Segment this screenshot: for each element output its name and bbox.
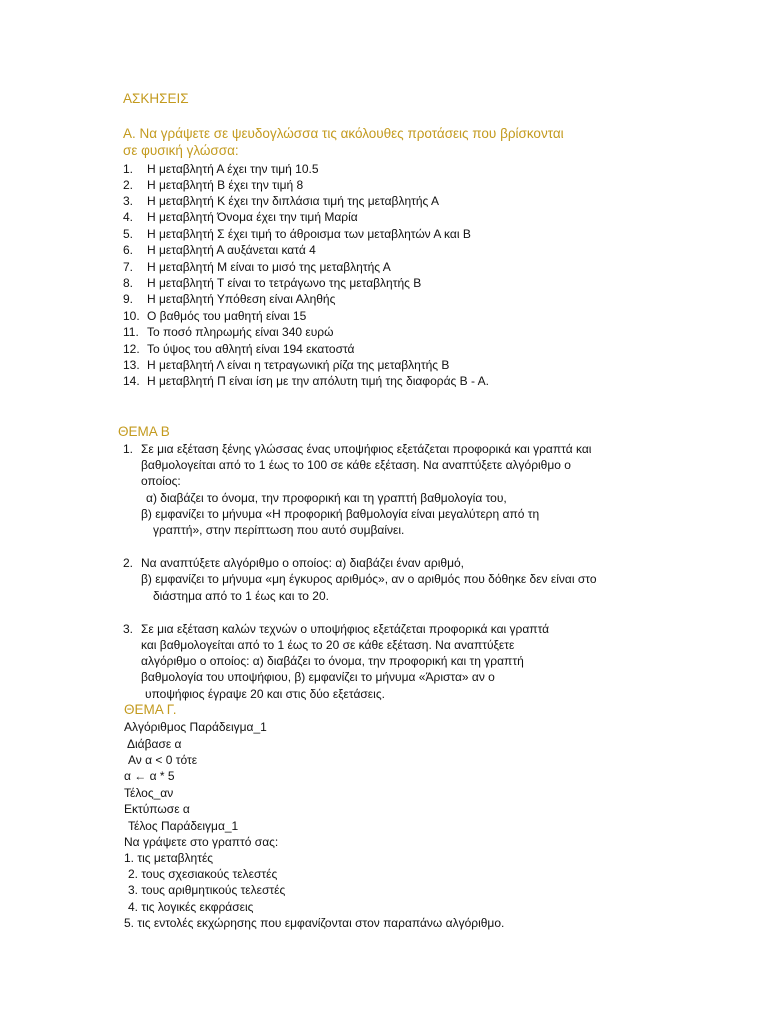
list-item xyxy=(123,373,489,389)
section-b-heading: ΘΕΜΑ Β xyxy=(118,424,170,439)
item-text: Η μεταβλητή Α αυξάνεται κατά 4 xyxy=(147,243,316,257)
item-number: 1. xyxy=(123,162,134,176)
item-number: 4. xyxy=(123,210,134,224)
item-number: 7. xyxy=(123,260,134,274)
task-item: 4. τις λογικές εκφράσεις xyxy=(128,900,254,914)
item-text: Η μεταβλητή Μ είναι το μισό της μεταβλητής Α xyxy=(147,260,391,274)
item-text: Η μεταβλητή Σ έχει τιμή το άθροισμα των μεταβλητών Α και Β xyxy=(147,227,471,241)
code-line: Διάβασε α xyxy=(127,737,182,751)
list-item xyxy=(123,275,421,291)
question-line: διάστημα από το 1 έως και το 20. xyxy=(153,589,329,603)
question-number: 3. xyxy=(123,622,134,636)
item-number: 5. xyxy=(123,227,134,241)
item-text: Η μεταβλητή Π είναι ίση με την απόλυτη τιμή της διαφοράς Β - Α. xyxy=(147,374,489,388)
item-number: 10. xyxy=(123,309,140,323)
task-item: 1. τις μεταβλητές xyxy=(124,851,214,865)
item-number: 8. xyxy=(123,276,134,290)
item-text: Η μεταβλητή Υπόθεση είναι Αληθής xyxy=(147,292,336,306)
list-item xyxy=(123,209,358,225)
item-text: Το ποσό πληρωμής είναι 340 ευρώ xyxy=(147,325,334,339)
item-number: 13. xyxy=(123,358,140,372)
question-line: Σε μια εξέταση ξένης γλώσσας ένας υποψήφιος εξετάζεται προφορικά και γραπτά και xyxy=(141,442,592,456)
code-line: α ← α * 5 xyxy=(124,769,175,783)
list-item xyxy=(123,324,334,340)
question-line: Σε μια εξέταση καλών τεχνών ο υποψήφιος εξετάζεται προφορικά και γραπτά xyxy=(141,622,550,636)
item-text: Το ύψος του αθλητή είναι 194 εκατοστά xyxy=(147,342,355,356)
item-text: Η μεταβλητή Λ είναι η τετραγωνική ρίζα της μεταβλητής Β xyxy=(147,358,450,372)
item-number: 9. xyxy=(123,292,134,306)
code-line: Αν α < 0 τότε xyxy=(128,753,198,767)
question-line: Να αναπτύξετε αλγόριθμο ο οποίος: α) διαβάζει έναν αριθμό, xyxy=(141,556,465,570)
item-text: Η μεταβλητή Κ έχει την διπλάσια τιμή της μεταβλητής Α xyxy=(147,194,439,208)
page-title: ΑΣΚΗΣΕΙΣ xyxy=(123,91,189,106)
list-item xyxy=(123,193,439,209)
question-number: 2. xyxy=(123,556,134,570)
question-line: α) διαβάζει το όνομα, την προφορική και τη γραπτή βαθμολογία του, xyxy=(146,491,507,505)
list-item xyxy=(123,242,316,258)
question-line: γραπτή», στην περίπτωση που αυτό συμβαίνει. xyxy=(153,523,405,537)
list-item xyxy=(123,226,471,242)
item-number: 3. xyxy=(123,194,134,208)
list-item xyxy=(123,161,319,177)
item-text: Η μεταβλητή Τ είναι το τετράγωνο της μεταβλητής Β xyxy=(147,276,422,290)
question-line: β) εμφανίζει το μήνυμα «μη έγκυρος αριθμός», αν ο αριθμός που δόθηκε δεν είναι στο xyxy=(141,572,597,586)
item-text: Ο βαθμός του μαθητή είναι 15 xyxy=(147,309,307,323)
item-text: Η μεταβλητή Β έχει την τιμή 8 xyxy=(147,178,304,192)
instruction-text: Να γράψετε στο γραπτό σας: xyxy=(124,835,279,849)
question-line: β) εμφανίζει το μήνυμα «Η προφορική βαθμολογία είναι μεγαλύτερη από τη xyxy=(141,507,540,521)
code-line: Αλγόριθμος Παράδειγμα_1 xyxy=(124,720,267,734)
section-a-heading-line2: σε φυσική γλώσσα: xyxy=(123,143,239,158)
item-number: 6. xyxy=(123,243,134,257)
list-item xyxy=(123,259,391,275)
question-line: και βαθμολογείται από το 1 έως το 20 σε κάθε εξέταση. Να αναπτύξετε xyxy=(141,638,515,652)
item-number: 2. xyxy=(123,178,134,192)
item-text: Η μεταβλητή Όνομα έχει την τιμή Μαρία xyxy=(147,210,358,224)
code-line: Εκτύπωσε α xyxy=(124,802,190,816)
task-item: 2. τους σχεσιακούς τελεστές xyxy=(128,867,278,881)
section-a-heading-line1: Α. Να γράψετε σε ψευδογλώσσα τις ακόλουθες προτάσεις που βρίσκονται xyxy=(123,126,564,141)
list-item xyxy=(123,177,303,193)
task-item: 3. τους αριθμητικούς τελεστές xyxy=(128,883,286,897)
item-number: 12. xyxy=(123,342,140,356)
section-c-heading: ΘΕΜΑ Γ. xyxy=(124,702,177,717)
list-item xyxy=(123,341,354,357)
item-text: Η μεταβλητή Α έχει την τιμή 10.5 xyxy=(147,162,319,176)
question-line: αλγόριθμο ο οποίος: α) διαβάζει το όνομα, την προφορική και τη γραπτή xyxy=(141,654,524,668)
task-item: 5. τις εντολές εκχώρησης που εμφανίζονται στον παραπάνω αλγόριθμο. xyxy=(124,916,505,930)
question-line: βαθμολογία του υποψήφιου, β) εμφανίζει το μήνυμα «Άριστα» αν ο xyxy=(141,670,495,684)
item-number: 14. xyxy=(123,374,140,388)
code-line: Τέλος_αν xyxy=(124,786,174,800)
question-line: οποίος: xyxy=(141,474,181,488)
list-item xyxy=(123,308,306,324)
list-item xyxy=(123,291,335,307)
question-line: υποψήφιος έγραψε 20 και στις δύο εξετάσεις. xyxy=(145,687,385,701)
item-number: 11. xyxy=(123,325,139,339)
question-number: 1. xyxy=(123,442,134,456)
list-item xyxy=(123,357,449,373)
code-line: Τέλος Παράδειγμα_1 xyxy=(128,819,239,833)
question-line: βαθμολογείται από το 1 έως το 100 σε κάθε εξέταση. Να αναπτύξετε αλγόριθμο ο xyxy=(141,458,571,472)
